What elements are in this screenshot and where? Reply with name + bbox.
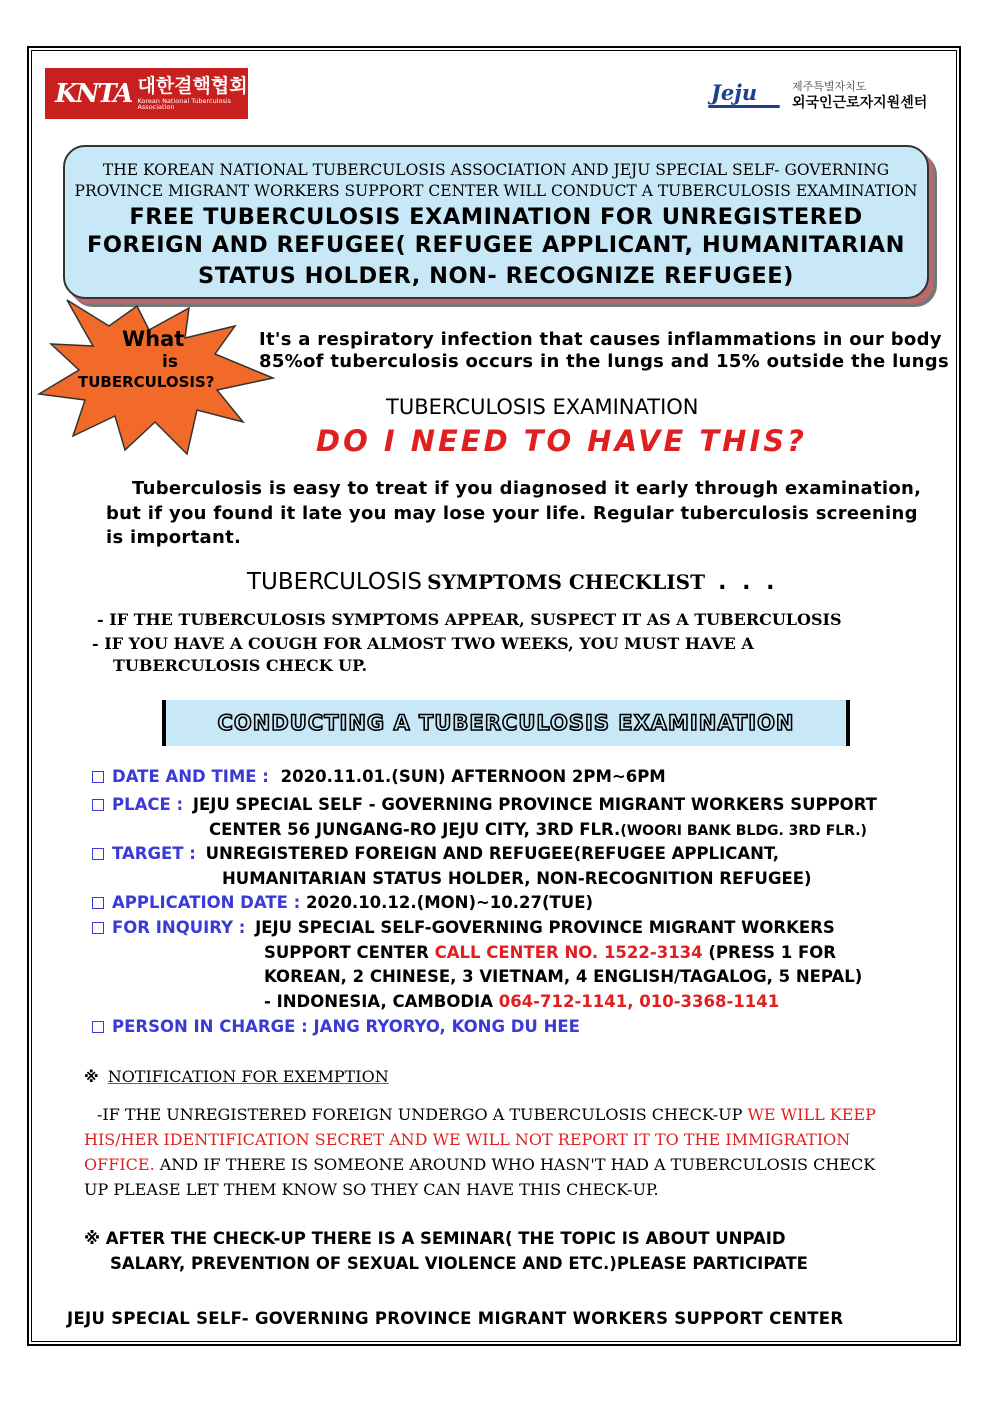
- place-value-bldg: (WOORI BANK BLDG. 3RD FLR.): [620, 823, 867, 839]
- banner-title: CONDUCTING A TUBERCULOSIS EXAMINATION: [217, 711, 795, 735]
- application-value: 2020.10.12.(MON)~10.27(TUE): [306, 893, 594, 912]
- checklist-heading-a: TUBERCULOSIS: [247, 569, 423, 595]
- knta-logo: [45, 68, 248, 119]
- detail-inquiry: [92, 918, 835, 937]
- inquiry-indonesia-cambodia: - INDONESIA, CAMBODIA: [264, 992, 493, 1011]
- target-label: TARGET :: [112, 844, 196, 863]
- checkbox-bullet-icon: [92, 922, 104, 934]
- what-description-line1: It's a respiratory infection that causes inflammations in our body: [259, 329, 942, 350]
- notice-line3-a: OFFICE.: [84, 1155, 155, 1174]
- notice-line3: [84, 1155, 875, 1174]
- notice-mark-icon: ※: [84, 1068, 99, 1086]
- title-main-line1: FREE TUBERCULOSIS EXAMINATION FOR UNREGISTERED: [129, 204, 863, 230]
- title-main-line2: FOREIGN AND REFUGEE( REFUGEE APPLICANT, HUMANITARIAN: [87, 232, 905, 258]
- title-intro-line2: PROVINCE MIGRANT WORKERS SUPPORT CENTER WILL CONDUCT A TUBERCULOSIS EXAMINATION: [74, 182, 918, 200]
- detail-place: [92, 795, 877, 814]
- checklist-dots: . . .: [718, 570, 779, 595]
- jeju-logo: [708, 76, 938, 116]
- checkbox-bullet-icon: [92, 897, 104, 909]
- notice-line3-b: AND IF THERE IS SOMEONE AROUND WHO HASN'T HAD A TUBERCULOSIS CHECK: [159, 1155, 876, 1174]
- checklist-item-2-cont: TUBERCULOSIS CHECK UP.: [113, 656, 368, 675]
- checklist-item-1: - IF THE TUBERCULOSIS SYMPTOMS APPEAR, SUSPECT IT AS A TUBERCULOSIS: [97, 610, 842, 629]
- inquiry-phone-numbers: 064-712-1141, 010-3368-1141: [498, 992, 780, 1011]
- notice-heading-row: [84, 1067, 389, 1086]
- inquiry-press-options: (PRESS 1 FOR: [708, 943, 836, 962]
- jeju-wordmark: Jeju: [711, 80, 758, 105]
- place-value-line1: JEJU SPECIAL SELF - GOVERNING PROVINCE MIGRANT WORKERS SUPPORT: [192, 795, 877, 814]
- checkbox-bullet-icon: [92, 848, 104, 860]
- notice-line1-b: WE WILL KEEP: [747, 1105, 876, 1124]
- notice-line1-a: -IF THE UNREGISTERED FOREIGN UNDERGO A TUBERCULOSIS CHECK-UP: [97, 1105, 743, 1124]
- what-description-line2: 85%of tuberculosis occurs in the lungs and 15% outside the lungs: [259, 351, 949, 372]
- jeju-province-label: 제주특별자치도: [792, 80, 867, 93]
- person-value: JANG RYORYO, KONG DU HEE: [313, 1017, 580, 1036]
- detail-target: [92, 844, 779, 863]
- inquiry-value-line4: [264, 992, 779, 1011]
- notice-line2: HIS/HER IDENTIFICATION SECRET AND WE WILL NOT REPORT IT TO THE IMMIGRATION: [84, 1130, 851, 1149]
- tuberculosis-question-label: TUBERCULOSIS?: [78, 373, 215, 391]
- exam-paragraph-line3: is important.: [106, 527, 242, 548]
- knta-english-name: Korean National Tuberculosis Association: [137, 96, 232, 111]
- application-label: APPLICATION DATE :: [112, 893, 301, 912]
- seminar-line1-row: [84, 1229, 786, 1248]
- date-label: DATE AND TIME :: [112, 767, 269, 786]
- checkbox-bullet-icon: [92, 771, 104, 783]
- target-value-line2: HUMANITARIAN STATUS HOLDER, NON-RECOGNITION REFUGEE): [222, 869, 812, 888]
- date-value: 2020.11.01.(SUN) AFTERNOON 2PM~6PM: [280, 767, 666, 786]
- notice-line4: UP PLEASE LET THEM KNOW SO THEY CAN HAVE THIS CHECK-UP.: [84, 1180, 659, 1199]
- checklist-heading: [247, 569, 778, 595]
- jeju-wave-icon: [708, 105, 780, 108]
- detail-application: [92, 893, 593, 912]
- knta-mark: KNTA: [55, 78, 132, 109]
- detail-date: [92, 767, 666, 786]
- place-label: PLACE :: [112, 795, 184, 814]
- inquiry-value-line1: JEJU SPECIAL SELF-GOVERNING PROVINCE MIGRANT WORKERS: [255, 918, 835, 937]
- inquiry-support-center: SUPPORT CENTER: [264, 943, 429, 962]
- checklist-item-2: - IF YOU HAVE A COUGH FOR ALMOST TWO WEEKS, YOU MUST HAVE A: [92, 634, 754, 653]
- title-main-line3: STATUS HOLDER, NON- RECOGNIZE REFUGEE): [198, 263, 794, 289]
- place-value-line2: CENTER 56 JUNGANG-RO JEJU CITY, 3RD FLR.: [209, 820, 621, 839]
- exam-paragraph-line2: but if you found it late you may lose your life. Regular tuberculosis screening: [106, 503, 918, 524]
- inquiry-label: FOR INQUIRY :: [112, 918, 246, 937]
- title-box: [63, 145, 929, 299]
- person-label: PERSON IN CHARGE :: [112, 1017, 308, 1036]
- inquiry-value-line3: KOREAN, 2 CHINESE, 3 VIETNAM, 4 ENGLISH/TAGALOG, 5 NEPAL): [264, 967, 863, 986]
- footer-org-name: JEJU SPECIAL SELF- GOVERNING PROVINCE MIGRANT WORKERS SUPPORT CENTER: [67, 1309, 844, 1328]
- detail-person: [92, 1017, 580, 1036]
- is-label: is: [162, 352, 178, 372]
- checkbox-bullet-icon: [92, 1021, 104, 1033]
- call-center-number: CALL CENTER NO. 1522-3134: [434, 943, 703, 962]
- exam-paragraph-line1: Tuberculosis is easy to treat if you diagnosed it early through examination,: [132, 478, 922, 499]
- seminar-line1: AFTER THE CHECK-UP THERE IS A SEMINAR( THE TOPIC IS ABOUT UNPAID: [105, 1229, 786, 1248]
- knta-korean-name: 대한결핵협회: [137, 74, 248, 97]
- notice-heading: NOTIFICATION FOR EXEMPTION: [107, 1067, 389, 1086]
- target-value-line1: UNREGISTERED FOREIGN AND REFUGEE(REFUGEE APPLICANT,: [205, 844, 780, 863]
- what-is-tb-starburst: [37, 298, 275, 458]
- what-label: What: [122, 327, 185, 351]
- inquiry-value-line2: [264, 943, 836, 962]
- exam-question: DO I NEED TO HAVE THIS?: [316, 424, 807, 458]
- checklist-heading-b: SYMPTOMS CHECKLIST: [427, 570, 705, 594]
- checkbox-bullet-icon: [92, 799, 104, 811]
- conducting-banner: [152, 700, 860, 748]
- notice-line1: [97, 1105, 876, 1124]
- place-value-line2-row: [209, 820, 867, 839]
- seminar-line2: SALARY, PREVENTION OF SEXUAL VIOLENCE AND ETC.)PLEASE PARTICIPATE: [110, 1254, 808, 1273]
- seminar-mark-icon: ※: [84, 1229, 101, 1248]
- title-intro-line1: THE KOREAN NATIONAL TUBERCULOSIS ASSOCIATION AND JEJU SPECIAL SELF- GOVERNING: [102, 161, 890, 179]
- exam-heading: TUBERCULOSIS EXAMINATION: [386, 395, 699, 419]
- jeju-center-name: 외국인근로자지원센터: [792, 95, 928, 111]
